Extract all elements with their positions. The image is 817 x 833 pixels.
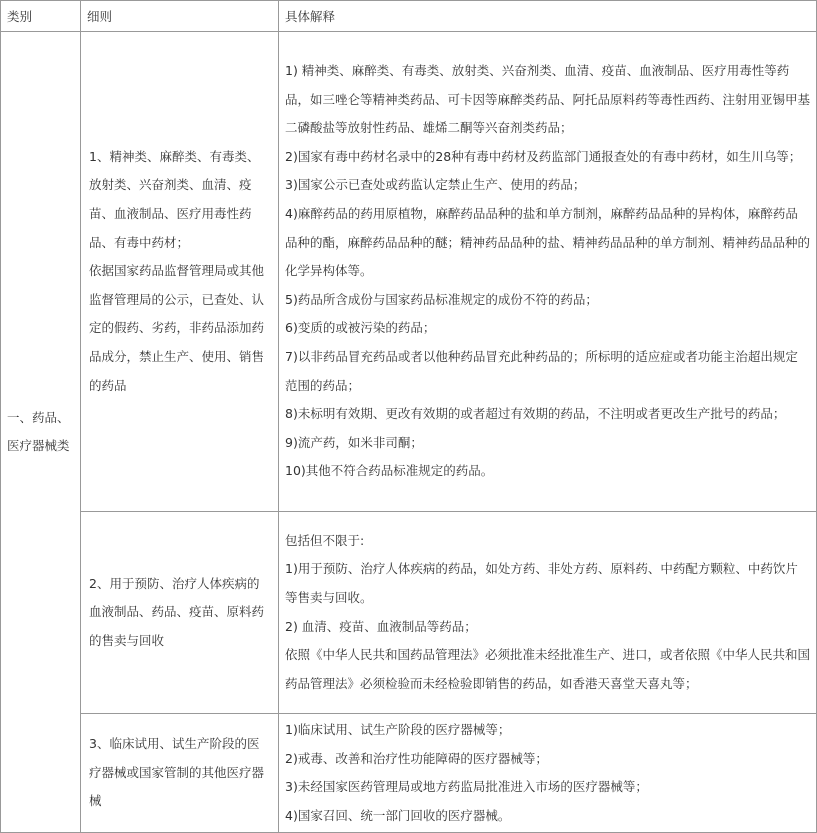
detail-cell: [81, 512, 279, 714]
table-row: [1, 32, 817, 512]
explanation-line: 3)国家公示已查处或药监认定禁止生产、使用的药品；: [285, 177, 586, 193]
explanation-line: 2)戒毒、改善和治疗性功能障碍的医疗器械等；: [285, 750, 548, 766]
explanation-line: 8)未标明有效期、更改有效期的或者超过有效期的药品，不注明或者更改生产批号的药品；: [285, 406, 786, 422]
explanation-line: 4)麻醉药品的药用原植物，麻醉药品品种的盐和单方制剂，麻醉药品品种的异构体，麻醉药品品种的酯，麻醉药品品种的醚；精神药品品种的盐、精神药品品种的单方制剂、精神药品品种的化学异构体等。: [285, 206, 811, 279]
explanation-line: 5)药品所含成份与国家药品标准规定的成份不符的药品；: [285, 291, 598, 307]
explanation-line: 包括但不限于:: [285, 532, 365, 548]
explanation-line: 依照《中华人民共和国药品管理法》必须批准未经批准生产、进口，或者依照《中华人民共和国药品管理法》必须检验而未经检验即销售的药品，如香港天喜堂天喜丸等；: [285, 647, 811, 691]
header-row: [1, 1, 817, 32]
explanation-line: 3)未经国家医药管理局或地方药监局批准进入市场的医疗器械等；: [285, 779, 648, 795]
detail-cell: [81, 32, 279, 512]
explanation-cell: [279, 714, 817, 833]
explanation-line: 10)其他不符合药品标准规定的药品。: [285, 463, 494, 479]
detail-text: 1、精神类、麻醉类、有毒类、放射类、兴奋剂类、血清、疫苗、血液制品、医疗用毒性药品、有毒中药材；: [89, 148, 260, 250]
header-category: 类别: [1, 1, 81, 32]
explanation-cell: [279, 512, 817, 714]
table-row: [1, 714, 817, 833]
header-explanation: 具体解释: [279, 1, 817, 32]
explanation-line: 2)国家有毒中药材名录中的28种有毒中药材及药监部门通报查处的有毒中药材，如生川乌等；: [285, 148, 802, 164]
explanation-line: 1)临床试用、试生产阶段的医疗器械等；: [285, 722, 511, 737]
detail-text: 依据国家药品监督管理局或其他监督管理局的公示，已查处、认定的假药、劣药，非药品添加药品成分，禁止生产、使用、销售的药品: [89, 263, 265, 393]
explanation-line: 7)以非药品冒充药品或者以他种药品冒充此种药品的；所标明的适应症或者功能主治超出规定范围的药品；: [285, 348, 798, 393]
category-cell: 一、药品、医疗器械类: [1, 32, 81, 833]
detail-text: 2、用于预防、治疗人体疾病的血液制品、药品、疫苗、原料药的售卖与回收: [89, 575, 265, 648]
explanation-line: 2) 血清、疫苗、血液制品等药品；: [285, 618, 477, 634]
explanation-cell: [279, 32, 817, 512]
explanation-line: 4)国家召回、统一部门回收的医疗器械。: [285, 807, 511, 823]
table-row: [1, 512, 817, 714]
detail-cell: [81, 714, 279, 833]
explanation-line: 1)用于预防、治疗人体疾病的药品，如处方药、非处方药、原料药、中药配方颗粒、中药饮片等售卖与回收。: [285, 561, 798, 605]
explanation-line: 1) 精神类、麻醉类、有毒类、放射类、兴奋剂类、血清、疫苗、血液制品、医疗用毒性等药品，如三唑仑等精神类药品、可卡因等麻醉类药品、阿托品原料药等毒性西药、注射用亚锡甲基二磷酸盐等放射性药品、雄烯二酮等兴奋剂类药品；: [285, 63, 811, 136]
detail-text: 3、临床试用、试生产阶段的医疗器械或国家管制的其他医疗器械: [89, 736, 265, 809]
explanation-line: 9)流产药，如米非司酮；: [285, 434, 423, 450]
explanation-line: 6)变质的或被污染的药品；: [285, 320, 436, 336]
header-detail: 细则: [81, 1, 279, 32]
